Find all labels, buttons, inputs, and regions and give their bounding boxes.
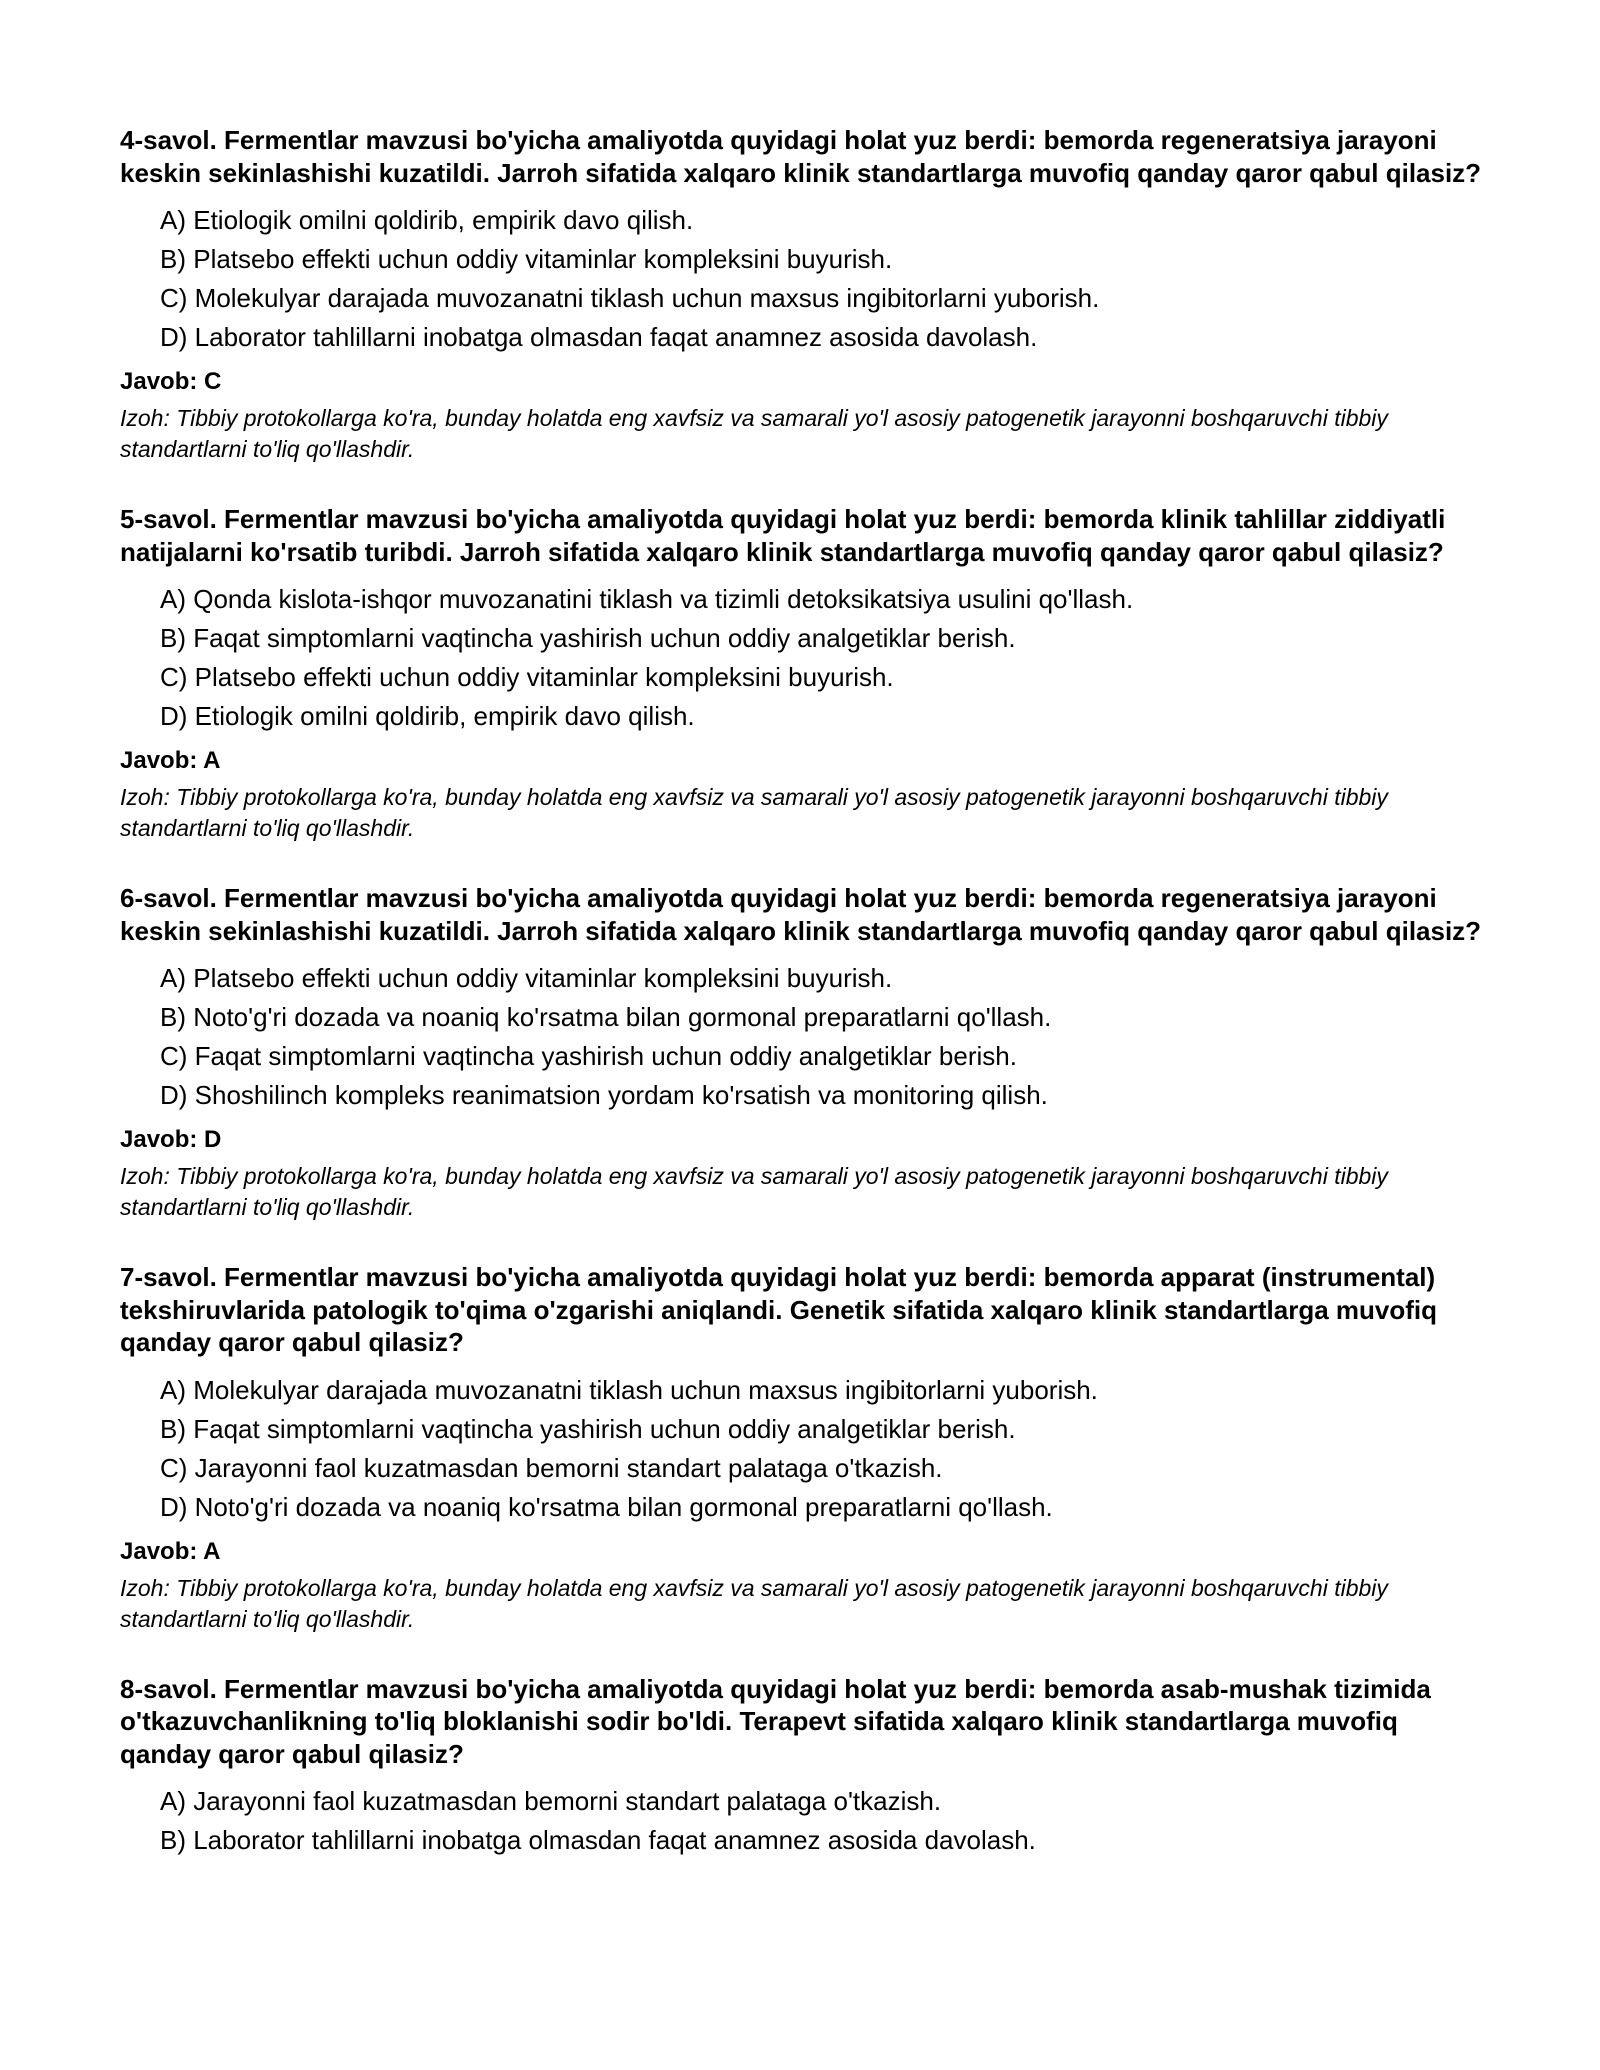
option-list: [120, 1782, 1490, 1860]
option-c: C) Platsebo effekti uchun oddiy vitaminlar kompleksini buyurish.: [160, 662, 894, 692]
question-8: [120, 1673, 1490, 1861]
option-a: A) Jarayonni faol kuzatmasdan bemorni standart palataga o'tkazish.: [160, 1786, 942, 1816]
option-b: B) Faqat simptomlarni vaqtincha yashirish uchun oddiy analgetiklar berish.: [160, 623, 1016, 653]
explanation-note: Izoh: Tibbiy protokollarga ko'ra, bunday holatda eng xavfsiz va samarali yo'l asosiy patogenetik jarayonni boshqaruvchi tibbiy standartlarni to'liq qo'llashdir.: [120, 1163, 1388, 1220]
answer-label: Javob: D: [120, 1126, 222, 1153]
option-c: C) Molekulyar darajada muvozanatni tiklash uchun maxsus ingibitorlarni yuborish.: [160, 283, 1100, 313]
question-title: 6-savol. Fermentlar mavzusi bo'yicha amaliyotda quyidagi holat yuz berdi: bemorda regeneratsiya jarayoni keskin sekinlashishi kuzatildi. Jarroh sifatida xalqaro klinik standartlarga muvofiq qanday qaror qabul qilasiz?: [120, 883, 1482, 946]
option-b: B) Laborator tahlillarni inobatga olmasdan faqat anamnez asosida davolash.: [160, 1825, 1036, 1855]
option-c: C) Faqat simptomlarni vaqtincha yashirish uchun oddiy analgetiklar berish.: [160, 1041, 1017, 1071]
option-d: D) Noto'g'ri dozada va noaniq ko'rsatma bilan gormonal preparatlarni qo'llash.: [160, 1491, 1053, 1522]
answer-label: Javob: A: [120, 1537, 221, 1565]
option-list: [120, 959, 1490, 1115]
option-a: A) Qonda kislota-ishqor muvozanatini tiklash va tizimli detoksikatsiya usulini qo'llash.: [160, 584, 1134, 614]
document-page: [120, 124, 1490, 1898]
option-b: B) Faqat simptomlarni vaqtincha yashirish uchun oddiy analgetiklar berish.: [160, 1413, 1016, 1444]
question-title: 8-savol. Fermentlar mavzusi bo'yicha amaliyotda quyidagi holat yuz berdi: bemorda asab-mushak tizimida o'tkazuvchanlikning to'liq bloklanishi sodir bo'ldi. Terapevt sifatida xalqaro klinik standartlarga muvofiq qanday qaror qabul qilasiz?: [120, 1673, 1431, 1769]
option-d: D) Laborator tahlillarni inobatga olmasdan faqat anamnez asosida davolash.: [160, 322, 1038, 352]
option-d: D) Etiologik omilni qoldirib, empirik davo qilish.: [160, 701, 695, 731]
explanation-note: Izoh: Tibbiy protokollarga ko'ra, bunday holatda eng xavfsiz va samarali yo'l asosiy patogenetik jarayonni boshqaruvchi tibbiy standartlarni to'liq qo'llashdir.: [120, 1574, 1388, 1632]
question-title: 4-savol. Fermentlar mavzusi bo'yicha amaliyotda quyidagi holat yuz berdi: bemorda regeneratsiya jarayoni keskin sekinlashishi kuzatildi. Jarroh sifatida xalqaro klinik standartlarga muvofiq qanday qaror qabul qilasiz?: [120, 125, 1482, 188]
question-4: [120, 124, 1490, 465]
question-6: [120, 882, 1490, 1223]
option-a: A) Molekulyar darajada muvozanatni tiklash uchun maxsus ingibitorlarni yuborish.: [160, 1374, 1098, 1405]
option-d: D) Shoshilinch kompleks reanimatsion yordam ko'rsatish va monitoring qilish.: [160, 1080, 1048, 1110]
option-b: B) Platsebo effekti uchun oddiy vitaminlar kompleksini buyurish.: [160, 244, 893, 274]
option-a: A) Platsebo effekti uchun oddiy vitaminlar kompleksini buyurish.: [160, 963, 893, 993]
question-title: 7-savol. Fermentlar mavzusi bo'yicha amaliyotda quyidagi holat yuz berdi: bemorda apparat (instrumental) tekshiruvlarida patologik to'qima o'zgarishi aniqlandi. Genetik sifatida xalqaro klinik standartlarga muvofiq qanday qaror qabul qilasiz?: [120, 1262, 1437, 1357]
question-7: [120, 1261, 1490, 1635]
option-list: [120, 201, 1490, 357]
option-list: [120, 1371, 1490, 1527]
explanation-note: Izoh: Tibbiy protokollarga ko'ra, bunday holatda eng xavfsiz va samarali yo'l asosiy patogenetik jarayonni boshqaruvchi tibbiy standartlarni to'liq qo'llashdir.: [120, 405, 1388, 462]
option-b: B) Noto'g'ri dozada va noaniq ko'rsatma bilan gormonal preparatlarni qo'llash.: [160, 1002, 1052, 1032]
question-title: 5-savol. Fermentlar mavzusi bo'yicha amaliyotda quyidagi holat yuz berdi: bemorda klinik tahlillar ziddiyatli natijalarni ko'rsatib turibdi. Jarroh sifatida xalqaro klinik standartlarga muvofiq qanday qaror qabul qilasiz?: [120, 504, 1446, 567]
option-a: A) Etiologik omilni qoldirib, empirik davo qilish.: [160, 205, 694, 235]
explanation-note: Izoh: Tibbiy protokollarga ko'ra, bunday holatda eng xavfsiz va samarali yo'l asosiy patogenetik jarayonni boshqaruvchi tibbiy standartlarni to'liq qo'llashdir.: [120, 784, 1388, 841]
answer-label: Javob: C: [120, 368, 222, 395]
option-c: C) Jarayonni faol kuzatmasdan bemorni standart palataga o'tkazish.: [160, 1452, 943, 1483]
question-5: [120, 503, 1490, 844]
option-list: [120, 580, 1490, 736]
answer-label: Javob: A: [120, 747, 221, 774]
